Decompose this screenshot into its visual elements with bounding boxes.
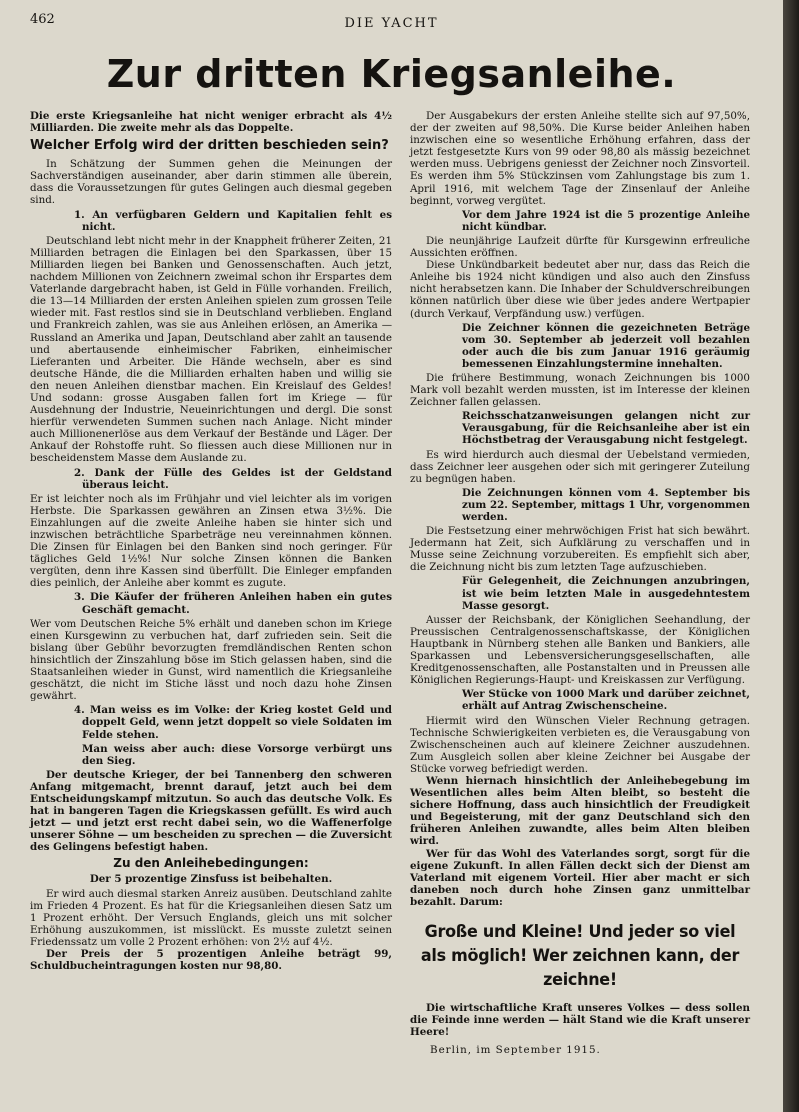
bold-subheading: Reichsschatzanweisungen gelangen nicht zur Verausgabung, für die Reichsanleihe aber ist ein Höchstbetrag der Verausgabung nicht festgelegt. (462, 410, 750, 447)
bold-paragraph: Der Preis der 5 prozentigen Anleihe beträgt 99, Schuldbucheintragungen kosten nur 98,80. (30, 948, 392, 973)
bold-paragraph: Wer für das Wohl des Vaterlandes sorgt, sorgt für die eigene Zukunft. In allen Fällen deckt sich der Dienst am Vaterland mit eigenem Vorteil. Hier aber macht er sich daneben noch durch hohe Zinsen ganz unmittelbar bezahlt. Darum: (410, 847, 750, 908)
page-number: 462 (30, 12, 55, 27)
paragraph: In Schätzung der Summen gehen die Meinungen der Sachverständigen auseinander, aber darin stimmen alle überein, dass die Voraussetzungen für gutes Gelingen auch diesmal gegeben sind. (30, 158, 392, 207)
lead-paragraph: Die erste Kriegsanleihe hat nicht weniger erbracht als 4½ Milliarden. Die zweite mehr als das Doppelte. (30, 110, 392, 135)
slogan-heading: Große und Kleine! Und jeder so viel als möglich! Wer zeichnen kann, der zeichne! (420, 922, 740, 990)
paragraph: Die neunjährige Laufzeit dürfte für Kursgewinn erfreuliche Aussichten eröffnen. (410, 234, 750, 260)
numbered-subheading: 4. Man weiss es im Volke: der Krieg kostet Geld und doppelt Geld, wenn jetzt doppelt so viele Soldaten im Felde stehen. (74, 704, 392, 741)
paragraph: Die Festsetzung einer mehrwöchigen Frist hat sich bewährt. Jedermann hat Zeit, sich Aufklärung zu verschaffen und in Musse seine Zeichnung vorzubereiten. Es empfiehlt sich aber, die Zeichnung nicht bis zum letzten Tage aufzuschieben. (410, 525, 750, 574)
paragraph: Es wird hierdurch auch diesmal der Uebelstand vermieden, dass Zeichner leer ausgehen oder sich mit geringerer Zuteilung zu begnügen haben. (410, 448, 750, 485)
right-column (410, 110, 750, 1056)
bold-paragraph: Wenn hiernach hinsichtlich der Anleihebegebung im Wesentlichen alles beim Alten bleibt, so besteht die sichere Hoffnung, dass auch hinsichtlich der Freudigkeit und Begeisterung, mit der ganz Deutschland sich den früheren Anleihen zuwandte, alles beim Alten bleiben wird. (410, 774, 750, 848)
paragraph: Der Ausgabekurs der ersten Anleihe stellte sich auf 97,50%, der der zweiten auf 98,50%. Die Kurse beider Anleihen haben inzwischen eine so wesentliche Erhöhung erfahren, dass der jetzt festgesetzte Kurs von 99 oder 98,80 als mässig bezeichnet werden muss. Uebrigens geniesst der Zeichner noch Zinsvorteil. Es werden ihm 5% Stückzinsen vom Zahlungstage bis zum 1. April 1916, mit welchem Tage der Zinsenlauf der Anleihe beginnt, vorweg vergütet. (410, 110, 750, 207)
bold-subheading: Wer Stücke von 1000 Mark und darüber zeichnet, erhält auf Antrag Zwischenscheine. (462, 688, 750, 713)
bold-subheading: Die Zeichner können die gezeichneten Beträge vom 30. September ab jederzeit voll bezahlen oder auch die bis zum Januar 1916 geräumig bemessenen Einzahlungstermine innehalten. (462, 321, 750, 370)
bold-subheading: Die Zeichnungen können vom 4. September bis zum 22. September, mittags 1 Uhr, vorgenommen werden. (462, 486, 750, 523)
article-title: Zur dritten Kriegsanleihe. (106, 52, 677, 96)
paragraph: Er wird auch diesmal starken Anreiz ausüben. Deutschland zahlte im Frieden 4 Prozent. Es hat für die Kriegsanleihen diesen Satz um 1 Prozent erhöht. Der Versuch Englands, gleich uns mit solcher Erhöhung auszukommen, ist misslückt. Es musste zuletzt seinen Friedenssatz um volle 2 Prozent erhöhen: von 2½ auf 4½. (30, 887, 392, 948)
paragraph: Deutschland lebt nicht mehr in der Knappheit früherer Zeiten, 21 Milliarden betragen die Einlagen bei den Sparkassen, über 15 Milliarden liegen bei Banken und Genossenschaften. Auch jetzt, nachdem Millionen von Zeichnern zweimal schon ihr Erspartes dem Vaterlande dargebracht haben, ist Geld in Fülle vorhanden. Freilich, die 13—14 Milliarden der ersten Anleihen spielen zum grossen Teile wieder mit. Fast restlos sind sie in Deutschland verblieben. England und Frankreich zahlen, was sie aus Anleihen erlösen, an Amerika — Russland an Amerika und Japan, Deutschland aber zahlt an tausende und abertausende einheimischer Fabriken, einheimischer Lieferanten und Arbeiter. Die Hände wechseln, aber es sind deutsche Hände, die die Milliarden erhalten haben und willig sie den neuen Anleihen dienstbar machen. Ein Kreislauf des Geldes! Und sodann: grosse Ausgaben fallen fort im Kriege — für Ausdehnung der Industrie, Neueinrichtungen und dergl. Die sonst hierfür verwendeten Summen suchen nach Anlage. Nicht minder auch Millionenerlöse aus dem Verkauf der Bestände und Läger. Der Ankauf der Rohstoffe ruht. So fliessen auch diese Millionen nur in bescheidenstem Masse dem Auslande zu. (30, 234, 392, 465)
numbered-subheading: 1. An verfügbaren Geldern und Kapitalien fehlt es nicht. (74, 208, 392, 233)
bold-paragraph: Die wirtschaftliche Kraft unseres Volkes — dess sollen die Feinde inne werden — hält Stand wie die Kraft unserer Heere! (410, 1002, 750, 1039)
numbered-subheading: 3. Die Käufer der früheren Anleihen haben ein gutes Geschäft gemacht. (74, 591, 392, 616)
paragraph: Er ist leichter noch als im Frühjahr und viel leichter als im vorigen Herbste. Die Sparkassen gewähren an Zinsen etwa 3½%. Die Einzahlungen auf die zweite Anleihe haben sie hinter sich und inzwischen beträchtliche Sparbeträge neu vereinnahmen können. Die Zinsen für Einlagen bei den Banken sind noch geringer. Für tägliches Geld 1½%! Nur solche Zinsen können die Banken vergüten, denn ihre Kassen sind überfüllt. Die Einleger empfanden dies peinlich, der Anleihe aber kommt es zugute. (30, 492, 392, 590)
centered-subheading: Der 5 prozentige Zinsfuss ist beibehalten. (89, 872, 333, 885)
bold-subheading: Vor dem Jahre 1924 ist die 5 prozentige Anleihe nicht kündbar. (462, 208, 750, 233)
paragraph: Ausser der Reichsbank, der Königlichen Seehandlung, der Preussischen Centralgenossenschaftskasse, der Königlichen Hauptbank in Nürnberg stehen alle Banken und Bankiers, alle Sparkassen und Lebensversicherungsgesellschaften, alle Kreditgenossenschaften, alle Postanstalten und in Preussen alle Königlichen Regierungs-Haupt- und Kreiskassen zur Verfügung. (410, 613, 750, 687)
book-gutter (783, 0, 799, 1112)
left-column (30, 110, 392, 972)
bold-paragraph: Der deutsche Krieger, der bei Tannenberg den schweren Anfang mitgemacht, brennt darauf, jetzt auch bei dem Entscheidungskampf mitzutun. So auch das deutsche Volk. Es hat in bangeren Tagen die Kriegskassen gefüllt. Es wird auch jetzt — und jetzt erst recht dabei sein, wo die Waffenerfolge unserer Söhne — um bescheiden zu sprechen — die Zuversicht des Gelingens befestigt haben. (30, 768, 392, 854)
bold-subheading: Man weiss aber auch: diese Vorsorge verbürgt uns den Sieg. (82, 742, 392, 767)
paragraph: Diese Unkündbarkeit bedeutet aber nur, dass das Reich die Anleihe bis 1924 nicht kündigen und also auch den Zinsfuss nicht herabsetzen kann. Die Inhaber der Schuldverschreibungen können natürlich über diese wie über jedes andere Wertpapier (durch Verkauf, Verpfändung usw.) verfügen. (410, 259, 750, 320)
question-heading: Welcher Erfolg wird der dritten beschieden sein? (30, 138, 389, 154)
signature-line: Berlin, im September 1915. (430, 1044, 601, 1057)
paragraph: Hiermit wird den Wünschen Vieler Rechnung getragen. Technische Schwierigkeiten verbieten es, die Verausgabung von Zwischenscheinen auch auf kleinere Zeichner auszudehnen. Zum Ausgleich sollen aber kleine Zeichner bei Ausgabe der Stücke vorweg befriedigt werden. (410, 714, 750, 775)
section-heading: Zu den Anleihebedingungen: (113, 856, 309, 871)
paragraph: Wer vom Deutschen Reiche 5% erhält und daneben schon im Kriege einen Kursgewinn zu verbuchen hat, darf zufrieden sein. Seit die bislang über Gebühr bevorzugten fremdländischen Renten schon hinsichtlich der Zinszahlung böse im Stich gelassen haben, sind die Staatsanleihen wieder in Gunst, wird namentlich die Kriegsanleihe geschätzt, die nicht im Stiche lässt und noch dazu hohe Zinsen gewährt. (30, 617, 392, 703)
running-head: DIE YACHT (344, 16, 439, 31)
bold-subheading: Für Gelegenheit, die Zeichnungen anzubringen, ist wie beim letzten Male in ausgedehntestem Masse gesorgt. (462, 575, 750, 612)
numbered-subheading: 2. Dank der Fülle des Geldes ist der Geldstand überaus leicht. (74, 466, 392, 491)
paragraph: Die frühere Bestimmung, wonach Zeichnungen bis 1000 Mark voll bezahlt werden mussten, ist im Interesse der kleinen Zeichner fallen gelassen. (410, 371, 750, 409)
